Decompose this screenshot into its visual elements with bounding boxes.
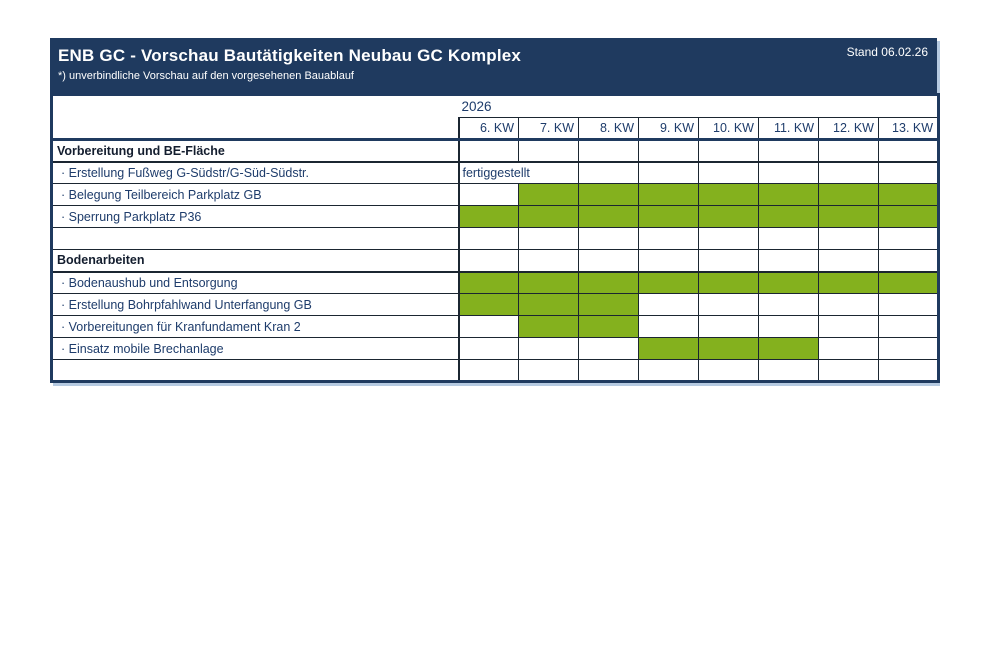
gantt-bar-cell: [459, 206, 519, 228]
gantt-empty-cell: [459, 184, 519, 206]
gantt-empty-cell: [639, 250, 699, 272]
gantt-empty-cell: [459, 360, 519, 382]
section-label: Bodenarbeiten: [52, 250, 459, 272]
week-header-cell: 6. KW: [459, 118, 519, 140]
task-row: [52, 294, 939, 316]
gantt-empty-cell: [579, 228, 639, 250]
gantt-empty-cell: [519, 360, 579, 382]
gantt-empty-cell: [519, 338, 579, 360]
gantt-empty-cell: [699, 140, 759, 162]
task-row: [52, 272, 939, 294]
gantt-empty-cell: [879, 294, 939, 316]
gantt-bar-cell: [579, 272, 639, 294]
gantt-empty-cell: [579, 338, 639, 360]
gantt-empty-cell: [579, 162, 639, 184]
task-label: · Erstellung Fußweg G-Südstr/G-Süd-Südstr.: [52, 162, 459, 184]
task-label: · Einsatz mobile Brechanlage: [52, 338, 459, 360]
gantt-empty-cell: [819, 228, 879, 250]
task-label: · Erstellung Bohrpfahlwand Unterfangung GB: [52, 294, 459, 316]
gantt-bar-cell: [759, 184, 819, 206]
page-subtitle: *) unverbindliche Vorschau auf den vorgesehenen Bauablauf: [58, 70, 354, 82]
task-row: [52, 316, 939, 338]
gantt-empty-cell: [579, 250, 639, 272]
gantt-bar-cell: [579, 184, 639, 206]
status-note-cell: fertiggestellt: [459, 162, 579, 184]
gantt-empty-cell: [519, 250, 579, 272]
week-header-cell: 9. KW: [639, 118, 699, 140]
week-header-cell: 13. KW: [879, 118, 939, 140]
gantt-empty-cell: [879, 228, 939, 250]
gantt-empty-cell: [879, 140, 939, 162]
gantt-empty-cell: [759, 294, 819, 316]
gantt-empty-cell: [819, 316, 879, 338]
task-label: · Vorbereitungen für Kranfundament Kran 2: [52, 316, 459, 338]
spacer-row: [52, 360, 939, 382]
gantt-empty-cell: [879, 338, 939, 360]
year-row: [52, 95, 939, 118]
gantt-empty-cell: [459, 140, 519, 162]
gantt-bar-cell: [579, 316, 639, 338]
gantt-empty-cell: [699, 360, 759, 382]
gantt-bar-cell: [519, 184, 579, 206]
gantt-empty-cell: [879, 162, 939, 184]
gantt-bar-cell: [699, 338, 759, 360]
gantt-empty-cell: [639, 360, 699, 382]
week-header-cell: 7. KW: [519, 118, 579, 140]
year-header: 2026: [459, 95, 939, 118]
gantt-empty-cell: [819, 162, 879, 184]
task-label: · Belegung Teilbereich Parkplatz GB: [52, 184, 459, 206]
gantt-bar-cell: [759, 272, 819, 294]
gantt-empty-cell: [459, 338, 519, 360]
week-header-cell: 10. KW: [699, 118, 759, 140]
task-row: [52, 338, 939, 360]
gantt-empty-cell: [759, 250, 819, 272]
spacer-row: [52, 228, 939, 250]
gantt-bar-cell: [699, 184, 759, 206]
gantt-empty-cell: [579, 140, 639, 162]
section-row: [52, 250, 939, 272]
gantt-empty-cell: [879, 250, 939, 272]
gantt-empty-cell: [459, 250, 519, 272]
gantt-empty-cell: [639, 162, 699, 184]
gantt-bar-cell: [879, 184, 939, 206]
week-header-row: [52, 118, 939, 140]
report-header: [50, 38, 937, 93]
gantt-empty-cell: [519, 140, 579, 162]
gantt-empty-cell: [639, 294, 699, 316]
gantt-bar-cell: [879, 272, 939, 294]
gantt-bar-cell: [579, 294, 639, 316]
gantt-empty-cell: [639, 228, 699, 250]
gantt-bar-cell: [639, 272, 699, 294]
gantt-empty-cell: [879, 316, 939, 338]
gantt-empty-cell: [879, 360, 939, 382]
gantt-bar-cell: [519, 294, 579, 316]
gantt-bar-cell: [759, 338, 819, 360]
gantt-bar-cell: [519, 206, 579, 228]
week-header-cell: 12. KW: [819, 118, 879, 140]
gantt-bar-cell: [819, 206, 879, 228]
week-header-cell: 11. KW: [759, 118, 819, 140]
gantt-empty-cell: [639, 140, 699, 162]
gantt-empty-cell: [819, 250, 879, 272]
gantt-bar-cell: [459, 294, 519, 316]
gantt-bar-cell: [519, 316, 579, 338]
schedule-sheet: [50, 38, 937, 383]
task-row: [52, 162, 939, 184]
corner-cell: [52, 118, 459, 140]
gantt-bar-cell: [459, 272, 519, 294]
gantt-empty-cell: [759, 228, 819, 250]
task-label: [52, 360, 459, 382]
gantt-empty-cell: [699, 294, 759, 316]
gantt-empty-cell: [819, 140, 879, 162]
gantt-bar-cell: [819, 184, 879, 206]
gantt-empty-cell: [459, 316, 519, 338]
task-label: · Bodenaushub und Entsorgung: [52, 272, 459, 294]
gantt-empty-cell: [759, 140, 819, 162]
gantt-table: [50, 93, 940, 383]
gantt-bar-cell: [639, 184, 699, 206]
task-label: [52, 228, 459, 250]
section-row: [52, 140, 939, 162]
gantt-empty-cell: [759, 316, 819, 338]
gantt-bar-cell: [759, 206, 819, 228]
gantt-empty-cell: [639, 316, 699, 338]
week-header-cell: 8. KW: [579, 118, 639, 140]
gantt-bar-cell: [819, 272, 879, 294]
gantt-empty-cell: [459, 228, 519, 250]
gantt-empty-cell: [699, 250, 759, 272]
gantt-empty-cell: [579, 360, 639, 382]
page-title: ENB GC - Vorschau Bautätigkeiten Neubau GC Komplex: [58, 46, 522, 65]
gantt-empty-cell: [819, 338, 879, 360]
section-label: Vorbereitung und BE-Fläche: [52, 140, 459, 162]
gantt-bar-cell: [519, 272, 579, 294]
gantt-empty-cell: [699, 316, 759, 338]
gantt-bar-cell: [879, 206, 939, 228]
gantt-empty-cell: [519, 228, 579, 250]
gantt-empty-cell: [819, 294, 879, 316]
task-row: [52, 184, 939, 206]
gantt-bar-cell: [699, 206, 759, 228]
stand-date: Stand 06.02.26: [846, 45, 928, 59]
task-row: [52, 206, 939, 228]
corner-cell: [52, 95, 459, 118]
gantt-empty-cell: [819, 360, 879, 382]
gantt-bar-cell: [639, 206, 699, 228]
gantt-bar-cell: [639, 338, 699, 360]
task-label: · Sperrung Parkplatz P36: [52, 206, 459, 228]
gantt-bar-cell: [699, 272, 759, 294]
gantt-bar-cell: [579, 206, 639, 228]
gantt-empty-cell: [759, 360, 819, 382]
gantt-empty-cell: [699, 228, 759, 250]
gantt-empty-cell: [699, 162, 759, 184]
gantt-empty-cell: [759, 162, 819, 184]
